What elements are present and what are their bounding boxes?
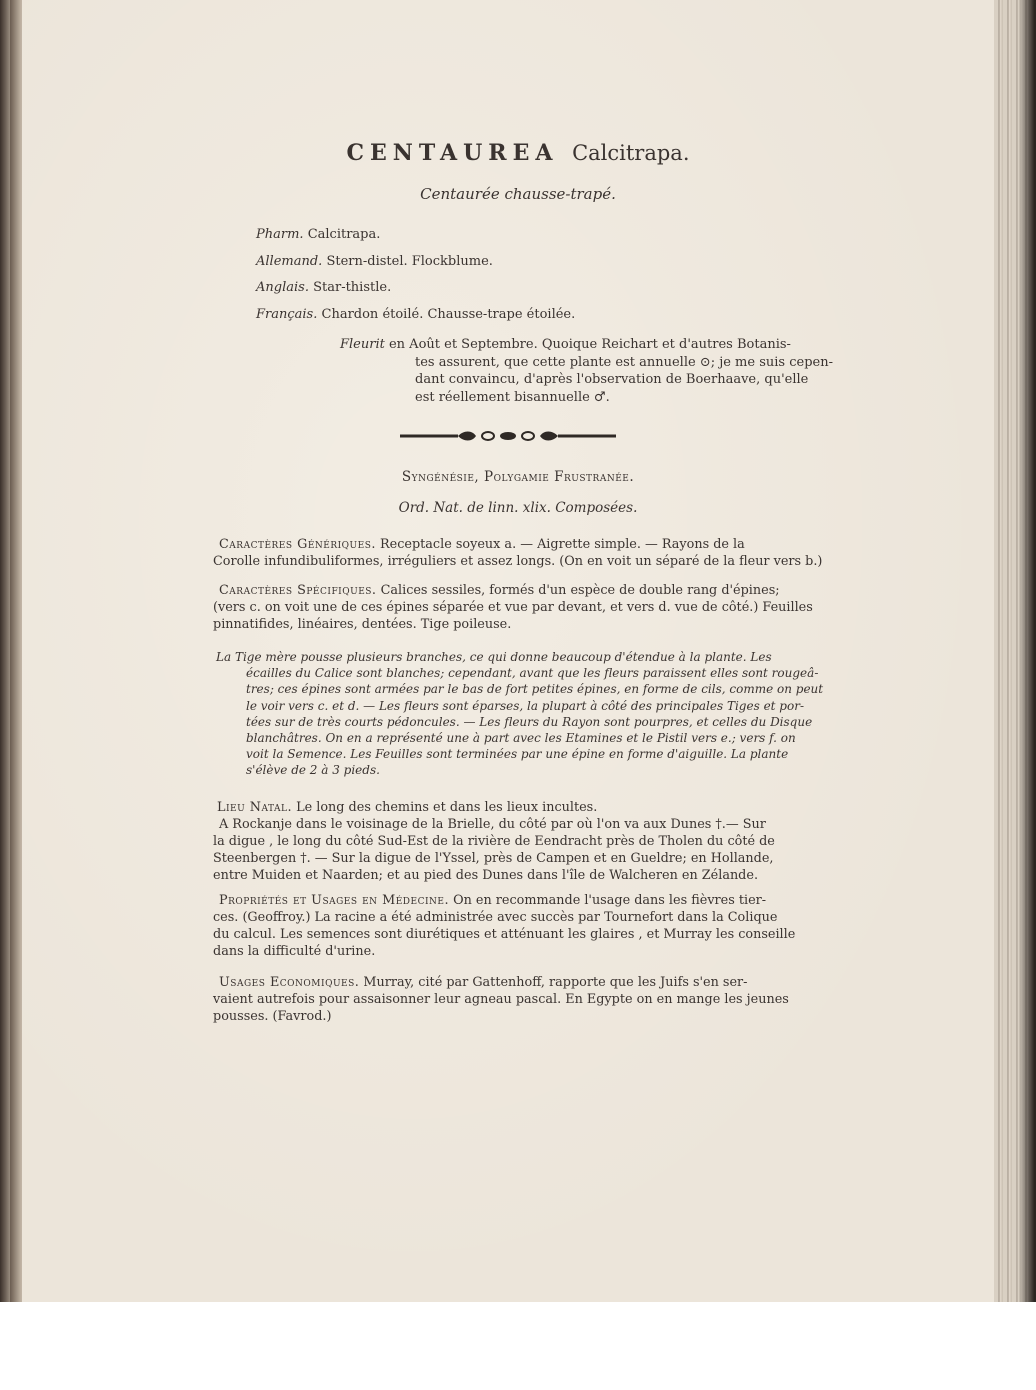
name-text: Stern-distel. Flockblume. bbox=[326, 253, 493, 269]
text-line: Steenbergen †. — Sur la digue de l'Yssel, près de Campen et en Gueldre; en Hollande, bbox=[213, 851, 774, 866]
section-label: Usages Economiques. bbox=[219, 975, 360, 990]
page-title bbox=[0, 138, 1036, 166]
section-label: Propriétés et Usages en Médecine. bbox=[219, 893, 450, 908]
text-line: dans la difficulté d'urine. bbox=[213, 944, 376, 959]
name-row bbox=[256, 222, 575, 249]
text-line: est réellement bisannuelle ♂. bbox=[415, 389, 610, 405]
text-line: tres; ces épines sont armées par le bas de fort petites épines, en forme de cils, comme on peut bbox=[246, 682, 824, 697]
genus-name: CENTAUREA bbox=[346, 140, 559, 166]
name-row bbox=[256, 302, 575, 329]
name-language: Allemand. bbox=[256, 253, 323, 269]
section-label: Lieu Natal. bbox=[217, 800, 293, 815]
text-line: Corolle infundibuliformes, irréguliers et assez longs. (On en voit un séparé de la fleur vers b.) bbox=[213, 554, 823, 569]
text-line bbox=[213, 799, 853, 816]
name-text: Calcitrapa. bbox=[307, 227, 381, 242]
species-name: Calcitrapa. bbox=[572, 141, 690, 165]
text-line: entre Muiden et Naarden; et au pied des Dunes dans l'île de Walcheren en Zélande. bbox=[213, 868, 759, 883]
text-line: blanchâtres. On en a représenté une à part avec les Etamines et le Pistil vers e.; vers f. on bbox=[246, 731, 796, 746]
line-text: Calices sessiles, formés d'un espèce de double rang d'épines; bbox=[376, 583, 780, 598]
name-language: Français. bbox=[256, 306, 318, 322]
economic-uses-section bbox=[213, 974, 853, 1025]
natural-order: Ord. Nat. de linn. xlix. Composées. bbox=[398, 500, 638, 516]
flowering-lead: Fleurit bbox=[340, 337, 385, 352]
vernacular-names bbox=[256, 222, 575, 328]
text-line: dant convaincu, d'après l'observation de Boerhaave, qu'elle bbox=[415, 372, 809, 387]
specific-characters bbox=[213, 582, 853, 633]
text-line bbox=[213, 974, 853, 991]
text-line: du calcul. Les semences sont diurétiques et atténuant les glaires , et Murray les conseille bbox=[213, 927, 796, 942]
line-text: Le long des chemins et dans les lieux incultes. bbox=[292, 800, 598, 815]
text-line bbox=[340, 336, 860, 354]
section-label: Caractères Génériques. bbox=[219, 537, 376, 552]
ornamental-divider bbox=[398, 428, 618, 444]
text-line: tes assurent, que cette plante est annuelle ⊙; je me suis cepen- bbox=[415, 354, 833, 370]
name-language: Anglais. bbox=[256, 280, 309, 295]
text-line: pousses. (Favrod.) bbox=[213, 1009, 332, 1024]
text-line: A Rockanje dans le voisinage de la Brielle, du côté par où l'on va aux Dunes †.— Sur bbox=[219, 817, 766, 832]
text-line: le voir vers c. et d. — Les fleurs sont éparses, la plupart à côté des principales Tiges et por- bbox=[246, 698, 804, 713]
text-line bbox=[213, 536, 853, 553]
text-line: La Tige mère pousse plusieurs branches, ce qui donne beaucoup d'étendue à la plante. Les bbox=[216, 650, 772, 664]
section-label: Caractères Spécifiques. bbox=[219, 583, 377, 598]
name-text: Chardon étoilé. Chausse-trape étoilée. bbox=[321, 306, 576, 322]
name-row bbox=[256, 275, 575, 302]
habitat-section bbox=[213, 799, 853, 884]
line-text: Receptacle soyeux a. — Aigrette simple. — Rayons de la bbox=[375, 537, 745, 552]
line-text: Murray, cité par Gattenhoff, rapporte que les Juifs s'en ser- bbox=[359, 975, 748, 990]
text-line: s'élève de 2 à 3 pieds. bbox=[246, 763, 380, 778]
image-bottom-margin bbox=[0, 1302, 1036, 1390]
french-common-name: Centaurée chausse-trapé. bbox=[420, 185, 616, 203]
text-line bbox=[213, 892, 853, 909]
text-line: vaient autrefois pour assaisonner leur agneau pascal. En Egypte on en mange les jeunes bbox=[213, 992, 789, 1007]
text-line: pinnatifides, linéaires, dentées. Tige poileuse. bbox=[213, 617, 512, 632]
text-line bbox=[213, 582, 853, 599]
text-line: écailles du Calice sont blanches; cependant, avant que les fleurs paraissent elles sont rougeâ- bbox=[246, 666, 819, 681]
line-text: en Août et Septembre. Quoique Reichart et d'autres Botanis- bbox=[388, 337, 791, 352]
generic-characters bbox=[213, 536, 853, 570]
linnaean-class: Syngénésie, Polygamie Frustranée. bbox=[401, 469, 635, 485]
name-text: Star-thistle. bbox=[313, 280, 392, 295]
text-line: (vers c. on voit une de ces épines séparée et vue par devant, et vers d. vue de côté.) Feuilles bbox=[213, 600, 813, 615]
plant-description bbox=[216, 649, 852, 779]
line-text: On en recommande l'usage dans les fièvres tier- bbox=[449, 893, 767, 908]
name-row bbox=[256, 249, 575, 276]
name-language: Pharm. bbox=[256, 227, 304, 242]
text-line: tées sur de très courts pédoncules. — Les fleurs du Rayon sont pourpres, et celles du Disque bbox=[246, 714, 813, 729]
medical-uses-section bbox=[213, 892, 853, 960]
text-line: voit la Semence. Les Feuilles sont terminées par une épine en forme d'aiguille. La plante bbox=[246, 747, 789, 762]
flowering-paragraph bbox=[340, 336, 860, 406]
text-line: la digue , le long du côté Sud-Est de la rivière de Eendracht près de Tholen du côté de bbox=[213, 834, 775, 849]
text-line: ces. (Geoffroy.) La racine a été administrée avec succès par Tournefort dans la Colique bbox=[213, 910, 778, 925]
